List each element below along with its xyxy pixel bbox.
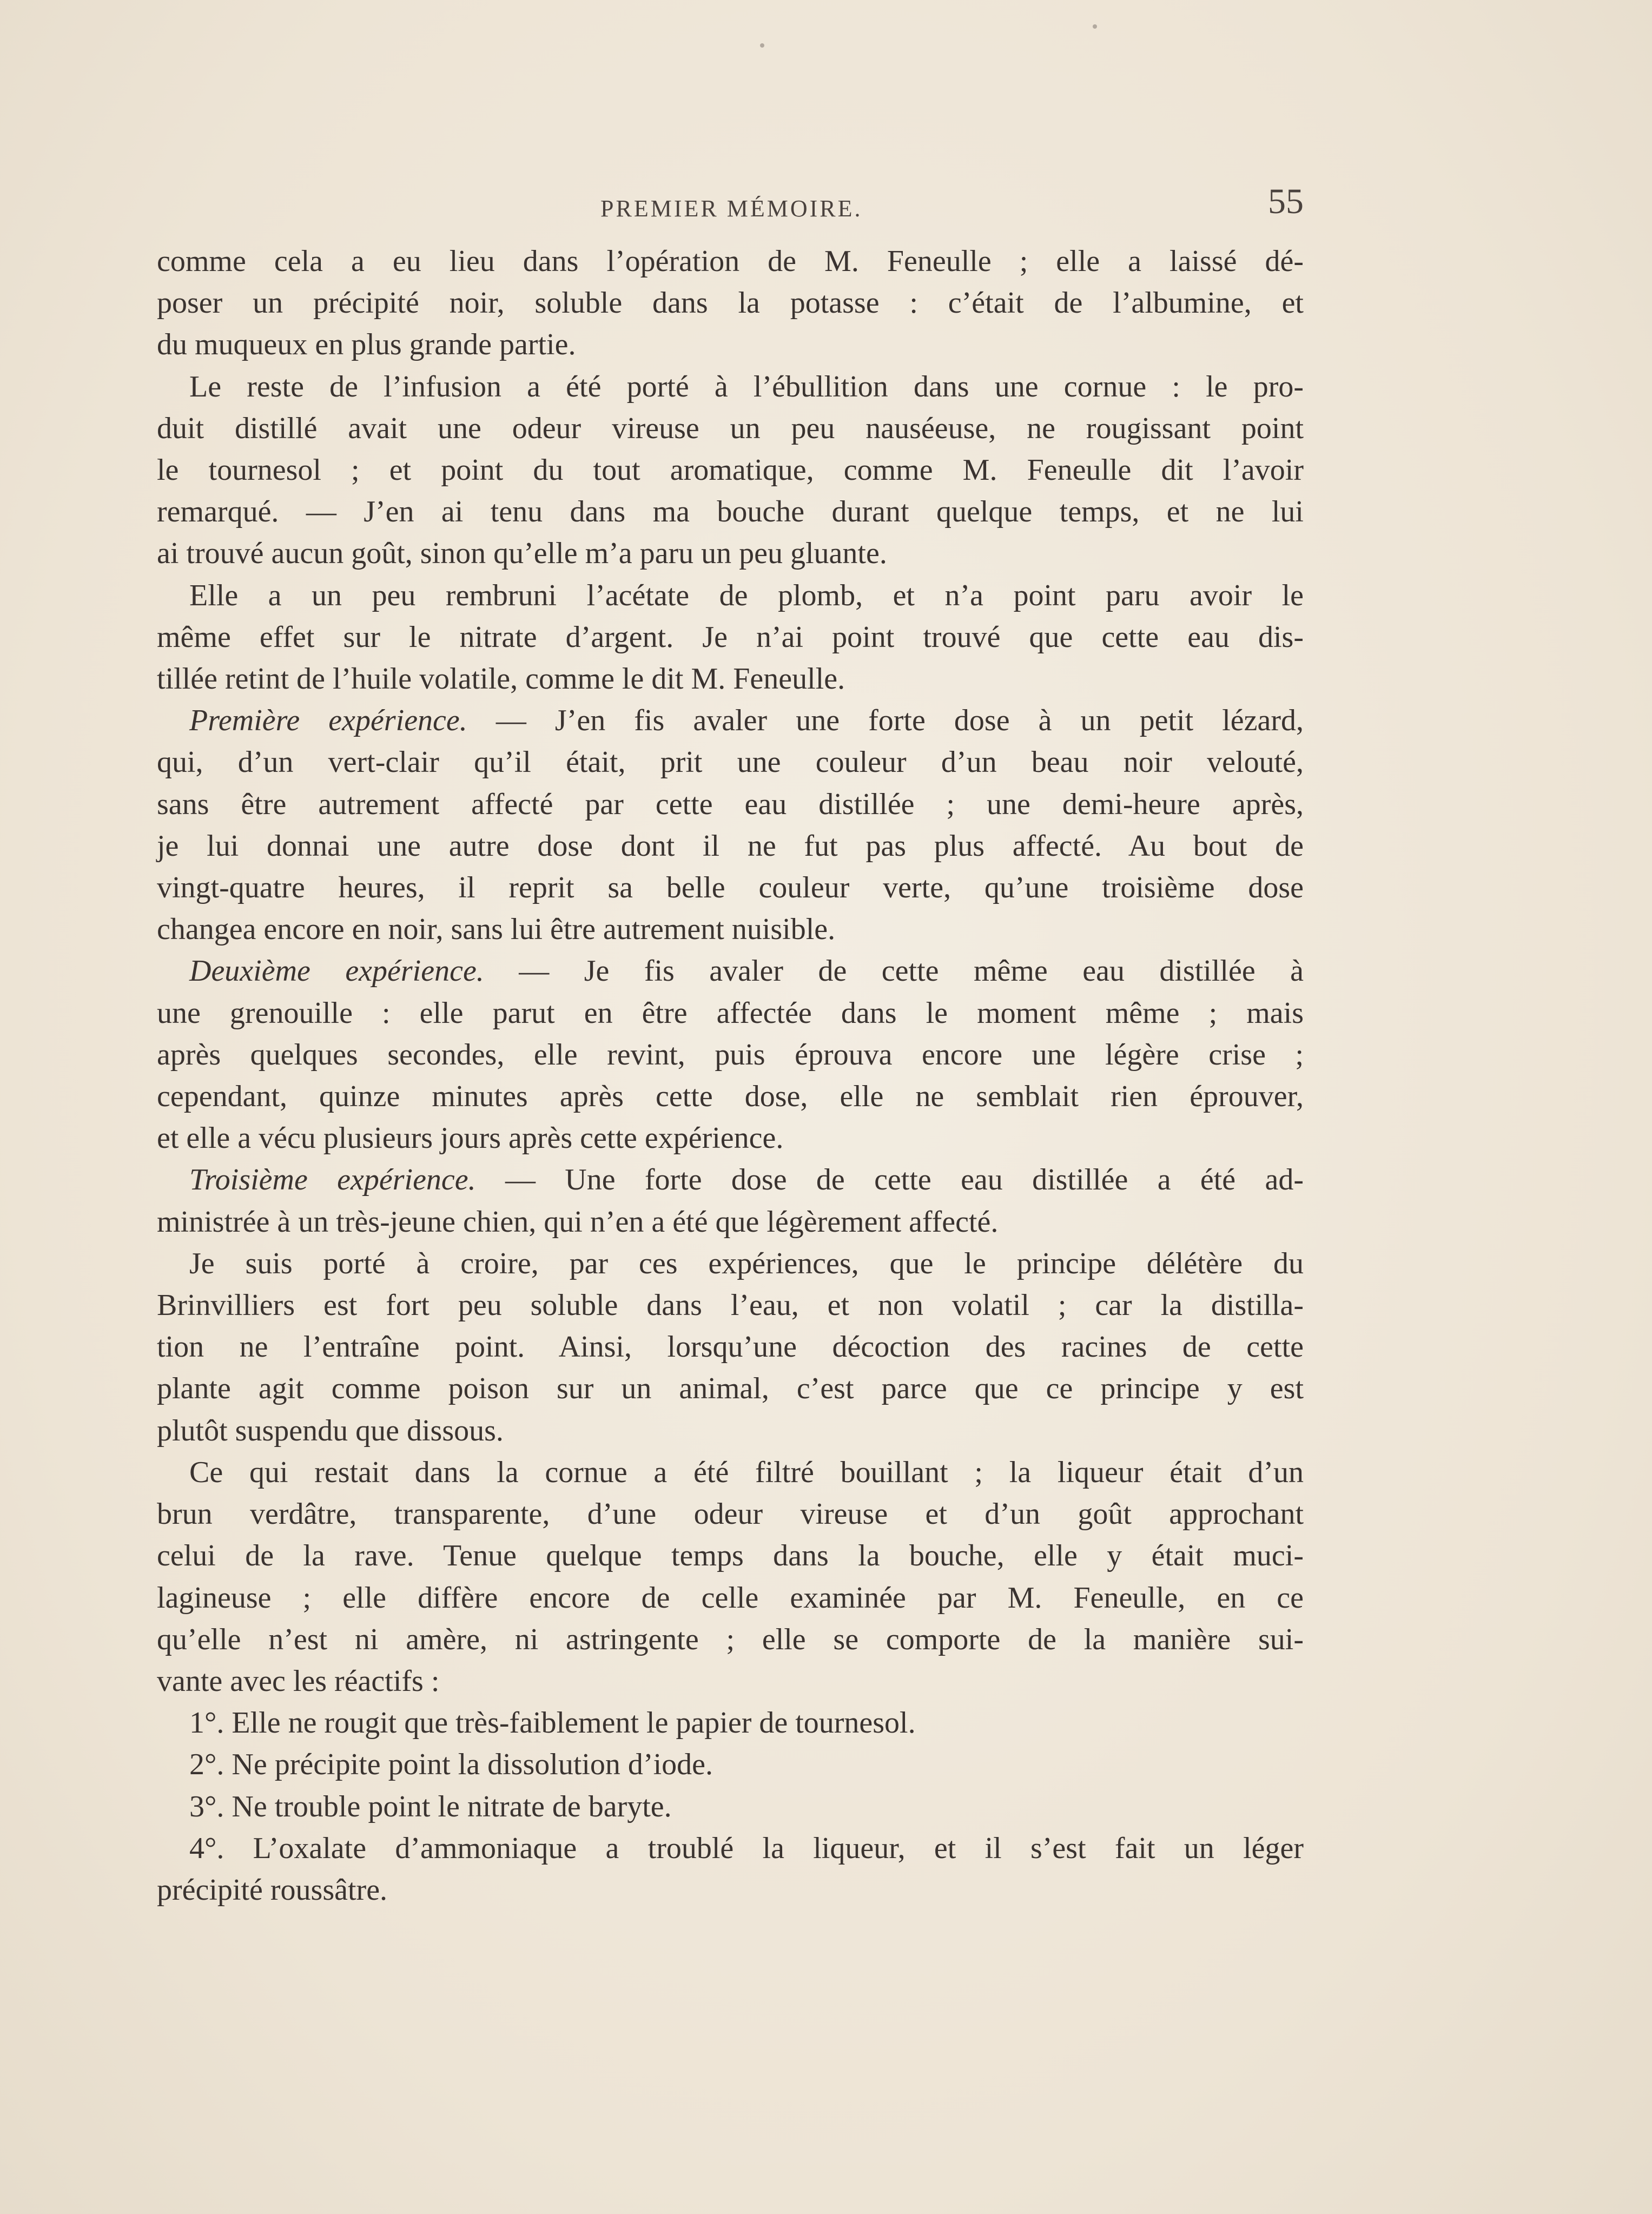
line-text: comme cela a eu lieu dans l’opération de M. Feneulle ; elle a laissé dé- — [157, 244, 1304, 278]
line-text: qu’elle n’est ni amère, ni astringente ; elle se comporte de la manière sui- — [157, 1622, 1304, 1656]
text-line — [157, 1619, 1304, 1661]
text-line — [157, 1744, 1304, 1786]
line-text: ai trouvé aucun goût, sinon qu’elle m’a paru un peu gluante. — [157, 537, 887, 571]
text-line — [157, 408, 1304, 450]
text-line — [157, 1285, 1304, 1326]
line-text: 1°. Elle ne rougit que très-faiblement le papier de tournesol. — [189, 1706, 916, 1740]
line-text: 3°. Ne trouble point le nitrate de baryte. — [189, 1789, 672, 1823]
text-line — [157, 324, 1304, 366]
text-line — [157, 1828, 1304, 1869]
text-line — [157, 993, 1304, 1034]
line-text: tion ne l’entraîne point. Ainsi, lorsqu’une décoction des racines de cette — [157, 1330, 1304, 1364]
text-line — [157, 1661, 1304, 1702]
line-text: qui, d’un vert-clair qu’il était, prit une couleur d’un beau noir velouté, — [157, 745, 1304, 779]
text-line — [157, 491, 1304, 533]
text-line — [157, 784, 1304, 825]
text-line — [157, 241, 1304, 282]
text-line — [157, 533, 1304, 574]
section-heading: Troisième expérience. — [189, 1163, 476, 1197]
section-heading: Première expérience. — [189, 704, 467, 738]
line-text: Je suis porté à croire, par ces expériences, que le principe délétère du — [189, 1246, 1304, 1280]
line-text: 4°. L’oxalate d’ammoniaque a troublé la liqueur, et il s’est fait un léger — [189, 1831, 1304, 1865]
text-line — [157, 617, 1304, 658]
page-header — [157, 181, 1304, 230]
line-text: — J’en fis avaler une forte dose à un petit lézard, — [467, 704, 1304, 738]
text-line — [157, 1076, 1304, 1118]
line-text: celui de la rave. Tenue quelque temps dans la bouche, elle y était muci- — [157, 1539, 1304, 1573]
line-text: plutôt suspendu que dissous. — [157, 1413, 504, 1448]
text-line — [157, 1034, 1304, 1076]
line-text: — Une forte dose de cette eau distillée a été ad- — [475, 1163, 1304, 1197]
text-line — [157, 867, 1304, 909]
line-text: tillée retint de l’huile volatile, comme le dit M. Feneulle. — [157, 662, 845, 696]
text-line — [157, 1786, 1304, 1828]
paper-speck — [760, 43, 764, 48]
line-text: vingt-quatre heures, il reprit sa belle couleur verte, qu’une troisième dose — [157, 871, 1304, 905]
line-text: — Je fis avaler de cette même eau distillée à — [484, 954, 1304, 988]
body-text — [157, 241, 1304, 1911]
text-line — [157, 909, 1304, 950]
line-text: Elle a un peu rembruni l’acétate de plomb, et n’a point paru avoir le — [189, 578, 1304, 612]
text-line — [157, 1577, 1304, 1619]
text-line — [157, 575, 1304, 617]
section-heading: Deuxième expérience. — [189, 954, 484, 988]
text-line — [157, 1368, 1304, 1410]
line-text: lagineuse ; elle diffère encore de celle examinée par M. Feneulle, en ce — [157, 1581, 1304, 1615]
text-line — [157, 1493, 1304, 1535]
text-line — [157, 450, 1304, 491]
running-title: PREMIER MÉMOIRE. — [600, 195, 863, 222]
line-text: sans être autrement affecté par cette eau distillée ; une demi-heure après, — [157, 787, 1304, 821]
line-text: vante avec les réactifs : — [157, 1664, 440, 1698]
line-text: et elle a vécu plusieurs jours après cette expérience. — [157, 1121, 784, 1155]
text-line — [157, 658, 1304, 700]
text-line — [157, 825, 1304, 867]
text-line — [157, 1243, 1304, 1285]
line-text: même effet sur le nitrate d’argent. Je n’ai point trouvé que cette eau dis- — [157, 620, 1304, 654]
text-line — [157, 1702, 1304, 1744]
text-line — [157, 1535, 1304, 1577]
text-line — [157, 1201, 1304, 1243]
paper-speck — [1093, 24, 1097, 29]
line-text: 2°. Ne précipite point la dissolution d’iode. — [189, 1748, 713, 1782]
text-line — [157, 950, 1304, 992]
line-text: le tournesol ; et point du tout aromatique, comme M. Feneulle dit l’avoir — [157, 453, 1304, 487]
line-text: après quelques secondes, elle revint, puis éprouva encore une légère crise ; — [157, 1037, 1304, 1072]
text-line — [157, 700, 1304, 742]
text-line — [157, 1869, 1304, 1911]
line-text: duit distillé avait une odeur vireuse un peu nauséeuse, ne rougissant point — [157, 411, 1304, 445]
line-text: du muqueux en plus grande partie. — [157, 328, 576, 362]
line-text: précipité roussâtre. — [157, 1873, 388, 1907]
line-text: brun verdâtre, transparente, d’une odeur vireuse et d’un goût approchant — [157, 1497, 1304, 1531]
line-text: je lui donnai une autre dose dont il ne fut pas plus affecté. Au bout de — [157, 829, 1304, 863]
text-line — [157, 1326, 1304, 1368]
line-text: Brinvilliers est fort peu soluble dans l’eau, et non volatil ; car la distilla- — [157, 1288, 1304, 1323]
line-text: plante agit comme poison sur un animal, c’est parce que ce principe y est — [157, 1372, 1304, 1406]
line-text: une grenouille : elle parut en être affectée dans le moment même ; mais — [157, 996, 1304, 1030]
line-text: remarqué. — J’en ai tenu dans ma bouche durant quelque temps, et ne lui — [157, 495, 1304, 529]
line-text: Ce qui restait dans la cornue a été filtré bouillant ; la liqueur était d’un — [189, 1455, 1304, 1489]
line-text: ministrée à un très-jeune chien, qui n’en a été que légèrement affecté. — [157, 1205, 999, 1239]
line-text: poser un précipité noir, soluble dans la potasse : c’était de l’albumine, et — [157, 286, 1304, 320]
text-line — [157, 1118, 1304, 1159]
text-line — [157, 1159, 1304, 1201]
text-line — [157, 1452, 1304, 1493]
line-text: cependant, quinze minutes après cette dose, elle ne semblait rien éprouver, — [157, 1080, 1304, 1114]
page-number: 55 — [1268, 182, 1304, 221]
text-line — [157, 282, 1304, 324]
text-line — [157, 742, 1304, 783]
line-text: changea encore en noir, sans lui être autrement nuisible. — [157, 913, 836, 947]
text-line — [157, 1410, 1304, 1452]
line-text: Le reste de l’infusion a été porté à l’ébullition dans une cornue : le pro- — [189, 369, 1304, 404]
text-line — [157, 366, 1304, 408]
